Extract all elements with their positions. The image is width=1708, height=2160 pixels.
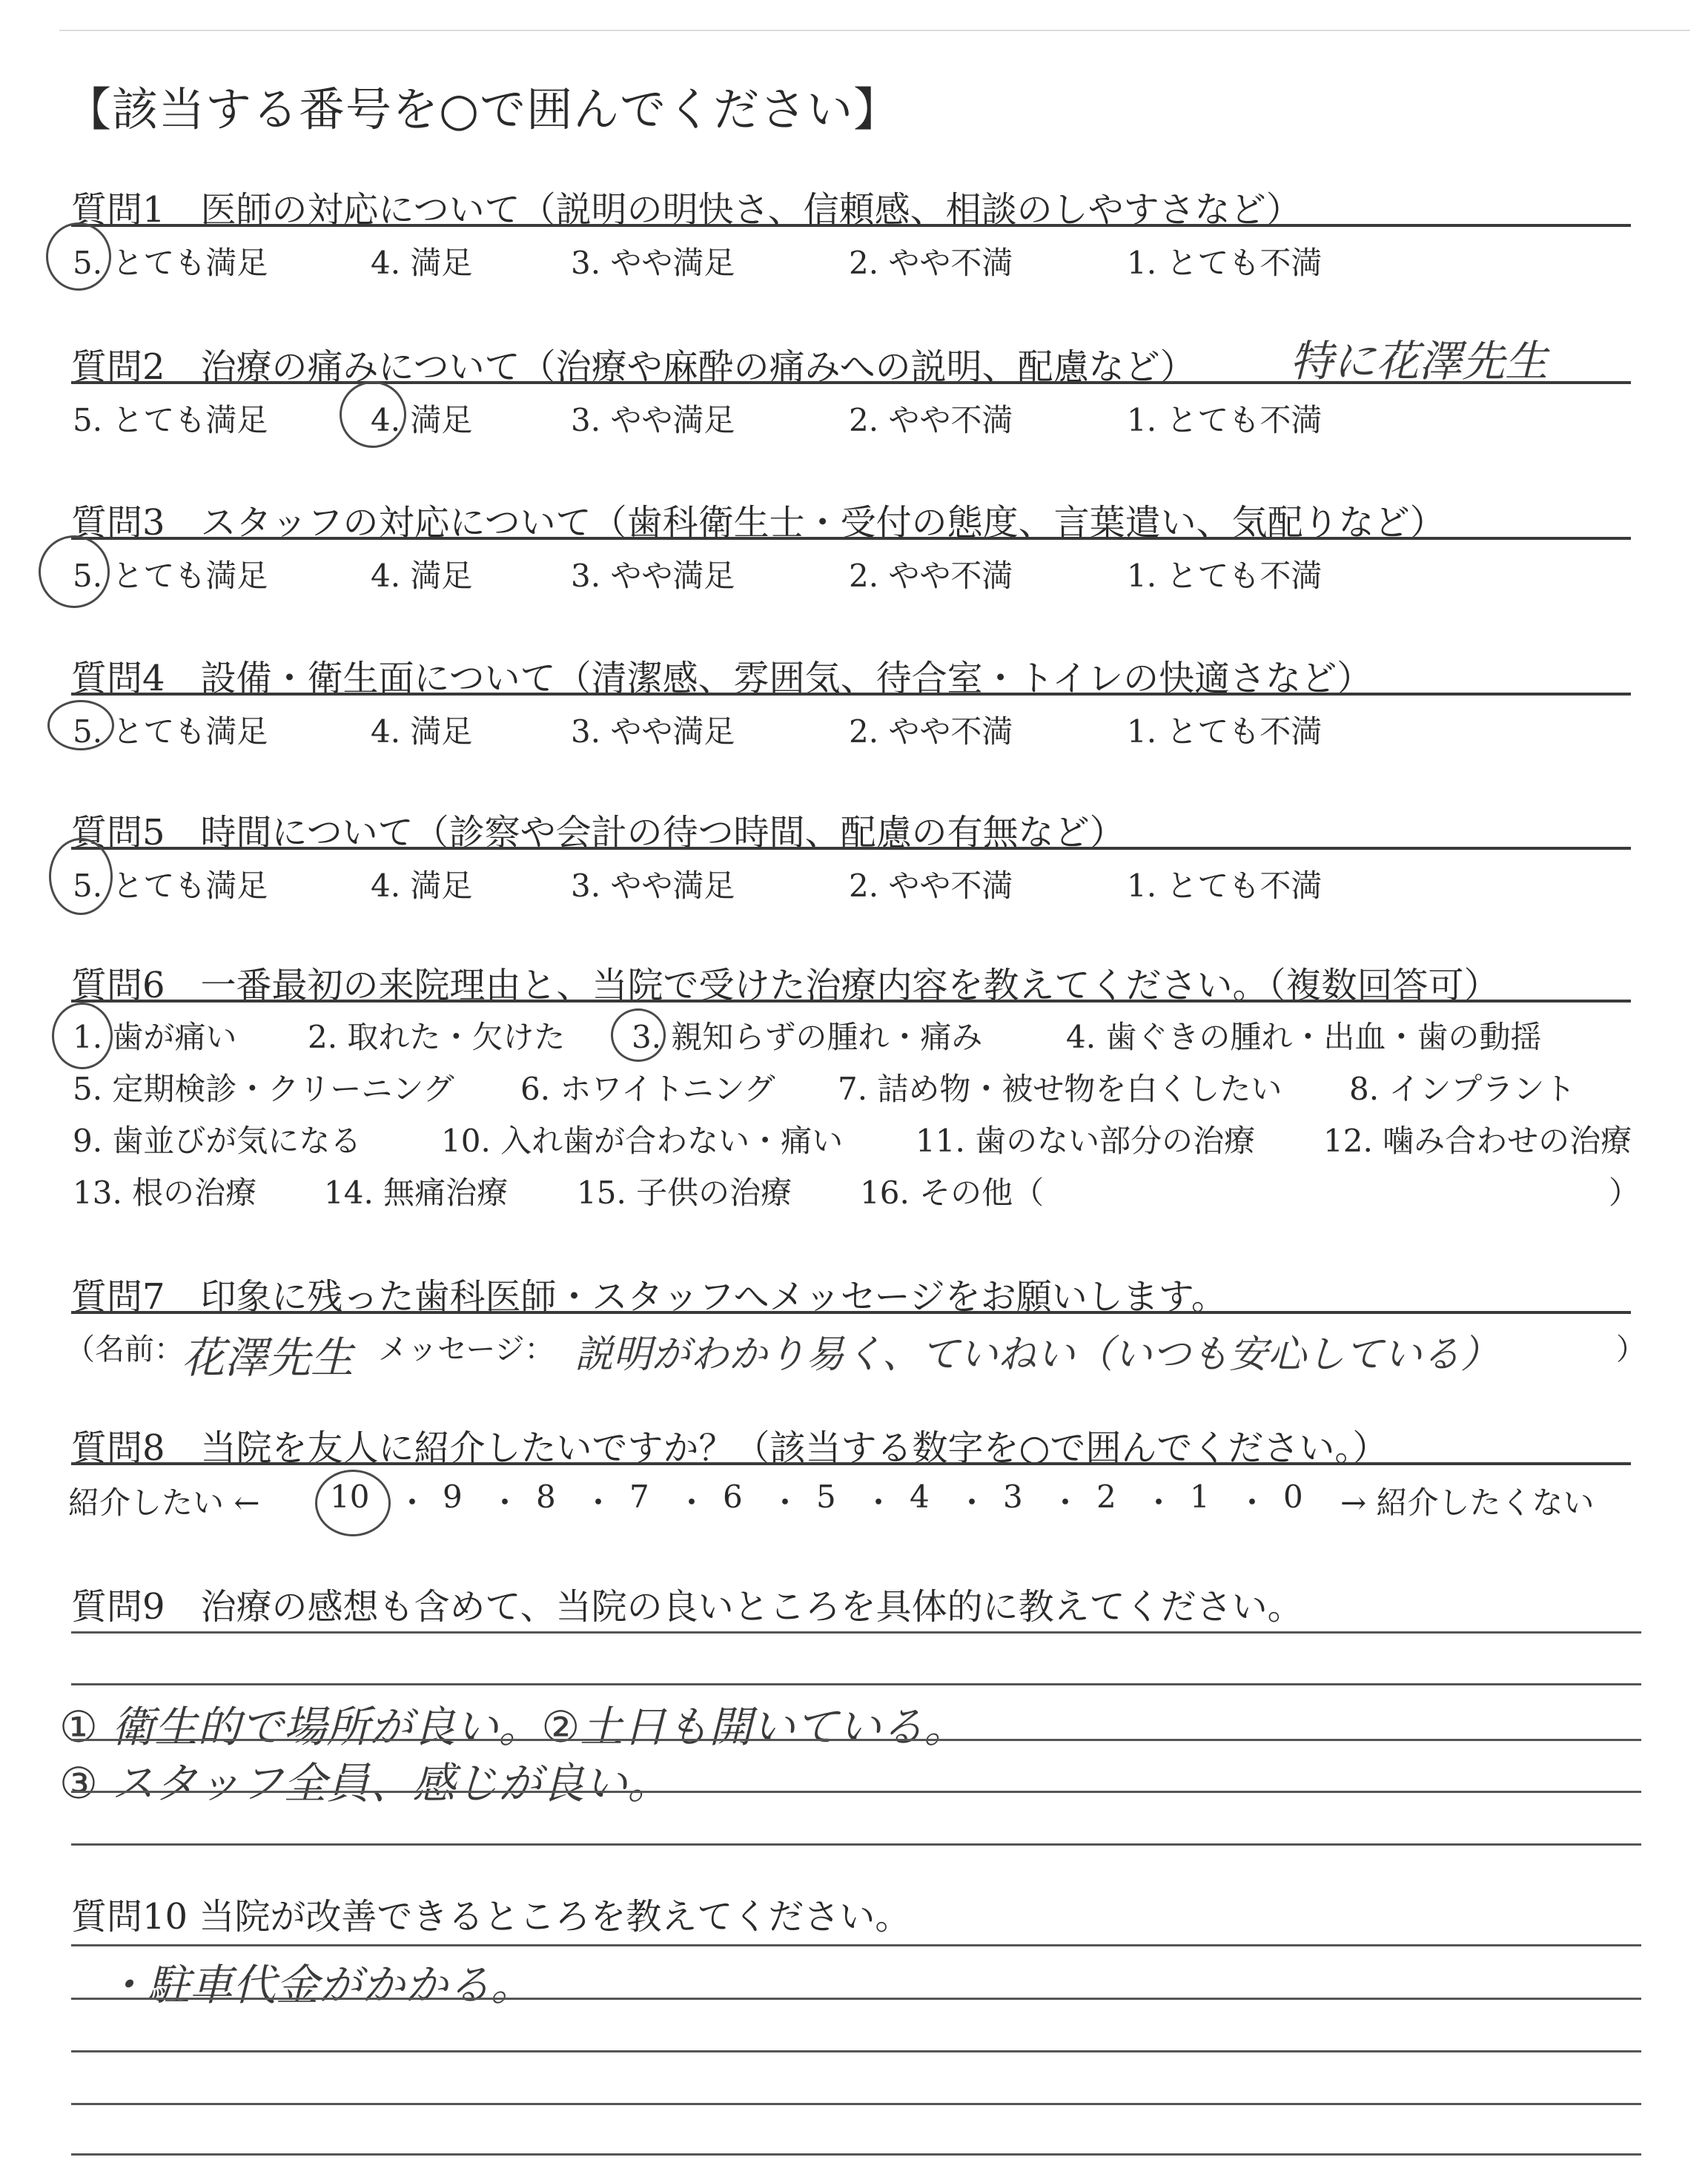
q6-title: 質問6 一番最初の来院理由と、当院で受けた治療内容を教えてください。（複数回答可） xyxy=(71,965,1500,1006)
q10-title: 質問10 当院が改善できるところを教えてください。 xyxy=(71,1896,911,1938)
q10-answer-line xyxy=(71,2103,1641,2105)
q8-scale-dot: ・ xyxy=(1143,1484,1175,1521)
q1-title: 質問1 医師の対応について（説明の明快さ、信頼感、相談のしやすさなど） xyxy=(71,189,1302,231)
q6-underline xyxy=(71,1000,1631,1003)
q8-scale-7[interactable]: 7 xyxy=(629,1479,649,1515)
q8-left-label: 紹介したい ← xyxy=(68,1484,260,1521)
q6-option-8[interactable]: 8. インプラント xyxy=(1349,1071,1576,1107)
q1-option-5[interactable]: 5. とても満足 xyxy=(73,245,268,281)
q3-option-4[interactable]: 4. 満足 xyxy=(371,558,473,594)
q2-option-1[interactable]: 1. とても不満 xyxy=(1127,402,1323,438)
q8-scale-6[interactable]: 6 xyxy=(723,1479,743,1515)
q9-answer-text-1[interactable]: ① 衛生的で場所が良い。②土日も開いている。 xyxy=(59,1702,967,1752)
q7-name-value[interactable]: 花澤先生 xyxy=(182,1332,354,1383)
q7-name-label: （名前： xyxy=(65,1332,184,1367)
q8-scale-3[interactable]: 3 xyxy=(1003,1479,1023,1515)
q5-option-5[interactable]: 5. とても満足 xyxy=(73,868,268,904)
q8-scale-4[interactable]: 4 xyxy=(910,1479,930,1515)
q5-option-2[interactable]: 2. やや不満 xyxy=(849,868,1013,904)
page-title: 【該当する番号を○で囲んでください】 xyxy=(65,82,901,136)
q8-underline xyxy=(71,1462,1631,1465)
q6-option-16[interactable]: 16. その他（ xyxy=(860,1175,1045,1211)
q6-option-11[interactable]: 11. 歯のない部分の治療 xyxy=(916,1123,1256,1159)
q4-option-2[interactable]: 2. やや不満 xyxy=(849,713,1013,750)
q10-answer-text-1[interactable]: ・駐車代金がかかる。 xyxy=(104,1960,534,2010)
q10-answer-line xyxy=(71,1998,1641,2000)
q2-option-2[interactable]: 2. やや不満 xyxy=(849,402,1013,438)
q1-selection-circle xyxy=(46,222,111,291)
q7-message-value[interactable]: 説明がわかり易く、ていねい（いつも安心している） xyxy=(575,1332,1499,1377)
q8-scale-9[interactable]: 9 xyxy=(443,1479,463,1515)
q10-answer-line xyxy=(71,1944,1641,1946)
q1-option-1[interactable]: 1. とても不満 xyxy=(1127,245,1323,281)
q8-scale-dot: ・ xyxy=(769,1484,801,1521)
q3-underline xyxy=(71,537,1631,540)
q9-answer-line xyxy=(71,1683,1641,1685)
q5-option-4[interactable]: 4. 満足 xyxy=(371,868,473,904)
q8-scale-dot: ・ xyxy=(397,1484,428,1521)
q3-option-5[interactable]: 5. とても満足 xyxy=(73,558,268,594)
q9-answer-line xyxy=(71,1843,1641,1846)
q5-option-3[interactable]: 3. やや満足 xyxy=(571,868,735,904)
q6-option-6[interactable]: 6. ホワイトニング xyxy=(520,1071,775,1107)
q5-option-1[interactable]: 1. とても不満 xyxy=(1127,868,1323,904)
q6-option-15[interactable]: 15. 子供の治療 xyxy=(577,1175,792,1211)
q8-scale-dot: ・ xyxy=(1237,1484,1268,1521)
q6-option-12[interactable]: 12. 噛み合わせの治療 xyxy=(1323,1123,1632,1159)
q2-underline xyxy=(71,381,1631,384)
q6-option-3[interactable]: 3. 親知らずの腫れ・痛み xyxy=(632,1019,983,1055)
q8-scale-10[interactable]: 10 xyxy=(330,1479,370,1515)
q3-option-1[interactable]: 1. とても不満 xyxy=(1127,558,1323,594)
q6-option-10[interactable]: 10. 入れ歯が合わない・痛い xyxy=(441,1123,844,1159)
q2-handwritten-note: 特に花澤先生 xyxy=(1290,336,1549,386)
q8-scale-8[interactable]: 8 xyxy=(536,1479,556,1515)
q1-option-2[interactable]: 2. やや不満 xyxy=(849,245,1013,281)
q8-scale-5[interactable]: 5 xyxy=(816,1479,836,1515)
q2-title: 質問2 治療の痛みについて（治療や麻酔の痛みへの説明、配慮など） xyxy=(71,346,1196,388)
q6-other-close-paren: ） xyxy=(1609,1175,1641,1211)
q8-scale-dot: ・ xyxy=(583,1484,615,1521)
q3-option-2[interactable]: 2. やや不満 xyxy=(849,558,1013,594)
q5-title: 質問5 時間について（診察や会計の待つ時間、配慮の有無など） xyxy=(71,812,1125,853)
q2-option-4[interactable]: 4. 満足 xyxy=(371,402,473,438)
q1-option-3[interactable]: 3. やや満足 xyxy=(571,245,735,281)
q6-option-7[interactable]: 7. 詰め物・被せ物を白くしたい xyxy=(838,1071,1282,1107)
q4-option-3[interactable]: 3. やや満足 xyxy=(571,713,735,750)
q4-option-1[interactable]: 1. とても不満 xyxy=(1127,713,1323,750)
q1-option-4[interactable]: 4. 満足 xyxy=(371,245,473,281)
q7-message-label: メッセージ： xyxy=(378,1332,555,1367)
q10-answer-line xyxy=(71,2153,1641,2156)
q9-title: 質問9 治療の感想も含めて、当院の良いところを具体的に教えてください。 xyxy=(71,1586,1303,1628)
q6-option-2[interactable]: 2. 取れた・欠けた xyxy=(308,1019,566,1055)
q8-scale-dot: ・ xyxy=(676,1484,708,1521)
q8-scale-1[interactable]: 1 xyxy=(1190,1479,1210,1515)
q8-scale-dot: ・ xyxy=(956,1484,988,1521)
q4-selection-circle xyxy=(47,700,114,750)
q6-option-13[interactable]: 13. 根の治療 xyxy=(73,1175,257,1211)
q6-selection-circle-1 xyxy=(52,1003,113,1069)
page-top-border xyxy=(59,30,1690,31)
q4-option-4[interactable]: 4. 満足 xyxy=(371,713,473,750)
q7-title: 質問7 印象に残った歯科医師・スタッフへメッセージをお願いします。 xyxy=(71,1276,1227,1318)
q3-option-3[interactable]: 3. やや満足 xyxy=(571,558,735,594)
q9-answer-line xyxy=(71,1791,1641,1793)
q2-option-3[interactable]: 3. やや満足 xyxy=(571,402,735,438)
q7-close-paren: ） xyxy=(1616,1332,1646,1367)
q8-scale-0[interactable]: 0 xyxy=(1283,1479,1303,1515)
q9-answer-text-2[interactable]: ③ スタッフ全員、感じが良い。 xyxy=(59,1758,671,1809)
q6-option-1[interactable]: 1. 歯が痛い xyxy=(73,1019,237,1055)
q8-scale-dot: ・ xyxy=(489,1484,521,1521)
q4-underline xyxy=(71,693,1631,696)
q3-selection-circle xyxy=(39,535,110,608)
q6-option-4[interactable]: 4. 歯ぐきの腫れ・出血・歯の動揺 xyxy=(1066,1019,1542,1055)
q4-title: 質問4 設備・衛生面について（清潔感、雰囲気、待合室・トイレの快適さなど） xyxy=(71,658,1373,699)
q9-answer-line xyxy=(71,1739,1641,1741)
q4-option-5[interactable]: 5. とても満足 xyxy=(73,713,268,750)
q1-underline xyxy=(71,224,1631,227)
q6-selection-circle-3 xyxy=(611,1008,666,1062)
q8-selection-circle xyxy=(315,1470,391,1536)
q9-answer-line xyxy=(71,1631,1641,1634)
q8-right-label: → 紹介したくない xyxy=(1340,1484,1595,1521)
q8-title: 質問8 当院を友人に紹介したいですか？（該当する数字を○で囲んでください。） xyxy=(71,1427,1388,1469)
q6-option-9[interactable]: 9. 歯並びが気になる xyxy=(73,1123,362,1159)
q7-underline xyxy=(71,1311,1631,1314)
q8-scale-dot: ・ xyxy=(1050,1484,1082,1521)
q8-scale-dot: ・ xyxy=(863,1484,895,1521)
q6-option-5[interactable]: 5. 定期検診・クリーニング xyxy=(73,1071,454,1107)
q2-option-5[interactable]: 5. とても満足 xyxy=(73,402,268,438)
q8-scale-2[interactable]: 2 xyxy=(1096,1479,1116,1515)
q3-title: 質問3 スタッフの対応について（歯科衛生士・受付の態度、言葉遣い、気配りなど） xyxy=(71,502,1446,544)
q5-underline xyxy=(71,847,1631,850)
q6-option-14[interactable]: 14. 無痛治療 xyxy=(324,1175,509,1211)
q10-answer-line xyxy=(71,2050,1641,2052)
q2-selection-circle xyxy=(340,381,406,448)
q5-selection-circle xyxy=(49,838,113,915)
